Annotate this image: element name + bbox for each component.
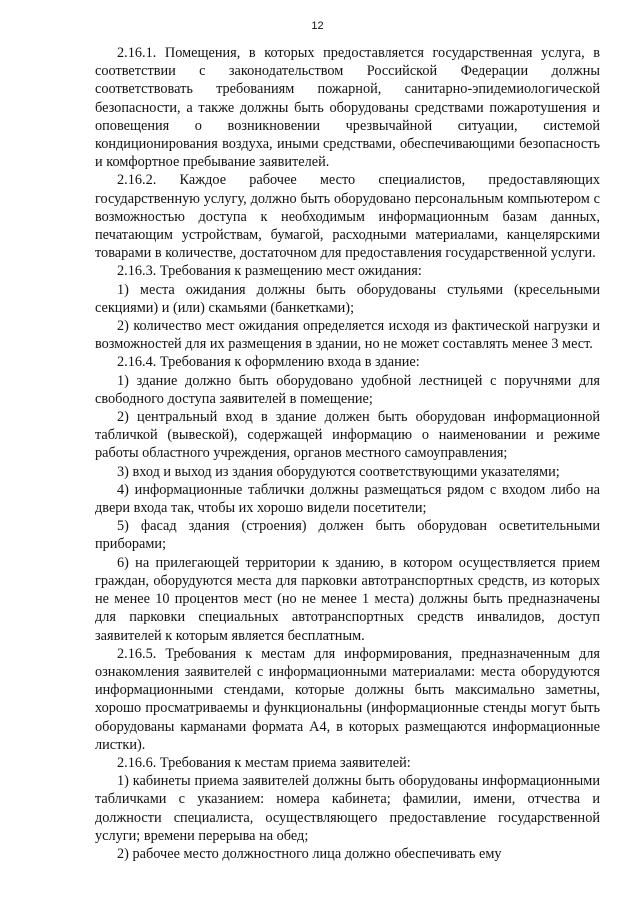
paragraph-2-16-5: 2.16.5. Требования к местам для информирования, предназначенным для ознакомления заявителей с информационными материалами: места оборудуются информационными стендами, которые должны быть максимально заметны, хорошо просматриваемы и функциональны (информационные стенды могут быть оборудованы карманами формата А4, в которых размещаются информационные листки). <box>95 645 600 753</box>
list-item: 2) центральный вход в здание должен быть оборудован информационной табличкой (вывеской), содержащей информацию о наименовании и режиме работы областного учреждения, органов местного самоуправления; <box>95 409 600 462</box>
paragraph-2-16-1: 2.16.1. Помещения, в которых предоставляется государственная услуга, в соответствии с законодательством Российской Федерации должны соответствовать требованиям пожарной, санитарно-эпидемиологической безопасности, а также должны быть оборудованы средствами пожаротушения и оповещения о возникновении чрезвычайной ситуации, системой кондиционирования воздуха, иными средствами, обеспечивающими безопасность и комфортное пребывание заявителей. <box>95 45 600 171</box>
list-item: 2) рабочее место должностного лица должно обеспечивать ему <box>117 845 502 862</box>
list-item: 3) вход и выход из здания оборудуются соответствующими указателями; <box>117 463 560 480</box>
paragraph-2-16-3: 2.16.3. Требования к размещению мест ожидания: <box>117 263 422 280</box>
paragraph-2-16-6: 2.16.6. Требования к местам приема заявителей: <box>117 754 411 771</box>
list-item: 1) места ожидания должны быть оборудованы стульями (кресельными секциями) и (или) скамьями (банкетками); <box>95 281 600 316</box>
list-item: 5) фасад здания (строения) должен быть оборудован осветительными приборами; <box>95 518 600 553</box>
paragraph-2-16-4: 2.16.4. Требования к оформлению входа в здание: <box>117 354 420 371</box>
list-item: 2) количество мест ожидания определяется исходя из фактической нагрузки и возможностей для их размещения в здании, но не может составлять менее 3 мест. <box>95 318 600 353</box>
list-item: 6) на прилегающей территории к зданию, в котором осуществляется прием граждан, оборудуются места для парковки автотранспортных средств, из которых не менее 10 процентов мест (но не менее 1 места) должны быть предназначены для парковки специальных автотранспортных средств инвалидов, доступ заявителей к которым является бесплатным. <box>95 554 600 644</box>
list-item: 1) кабинеты приема заявителей должны быть оборудованы информационными табличками с указанием: номера кабинета; фамилии, имени, отчества и должности специалиста, осуществляющего предоставление государственной услуги; времени перерыва на обед; <box>95 773 600 844</box>
list-item: 1) здание должно быть оборудовано удобной лестницей с поручнями для свободного доступа заявителей в помещение; <box>95 372 600 407</box>
document-body <box>95 44 600 863</box>
list-item: 4) информационные таблички должны размещаться рядом с входом либо на двери входа так, чтобы их хорошо видели посетители; <box>95 481 600 517</box>
paragraph-2-16-2: 2.16.2. Каждое рабочее место специалистов, предоставляющих государственную услугу, должно быть оборудовано персональным компьютером с возможностью доступа к необходимым информационным базам данных, печатающим устройствам, бумагой, расходными материалами, канцелярскими товарами в количестве, достаточном для предоставления государственной услуги. <box>95 172 600 262</box>
page-number: 12 <box>311 20 324 32</box>
